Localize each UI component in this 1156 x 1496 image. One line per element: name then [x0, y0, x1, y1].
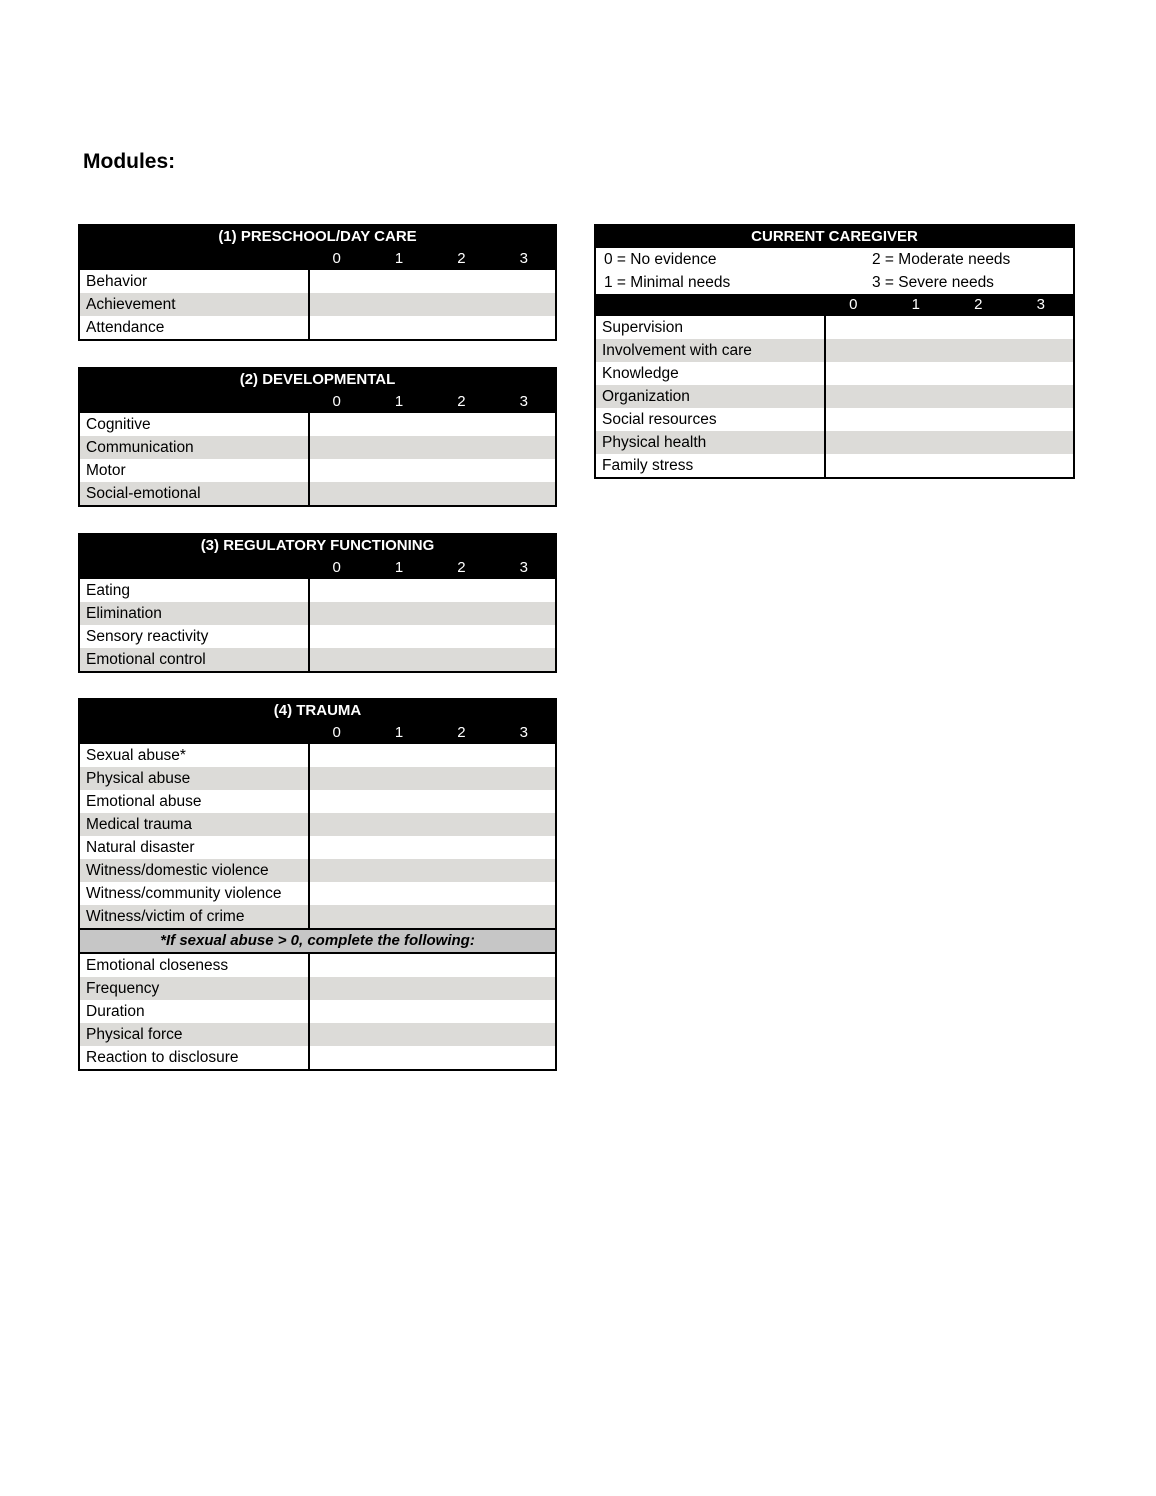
- scale-2: 2: [457, 393, 466, 410]
- rating-scale-header: [80, 722, 555, 744]
- item-label: Reaction to disclosure: [80, 1046, 310, 1069]
- scale-1: 1: [394, 559, 404, 576]
- rating-cell[interactable]: [310, 436, 555, 459]
- rating-cell[interactable]: [310, 767, 555, 790]
- scale-1: 1: [911, 296, 920, 313]
- item-row: [80, 954, 555, 977]
- item-label: Cognitive: [80, 413, 310, 436]
- scale-1: 1: [394, 250, 404, 267]
- item-row: [80, 859, 555, 882]
- item-row: [80, 882, 555, 905]
- scale-0: 0: [332, 724, 341, 741]
- scale-1: 1: [394, 393, 404, 410]
- item-row: [80, 293, 555, 316]
- item-label: Sexual abuse*: [80, 744, 310, 767]
- module-trauma: [78, 698, 557, 1071]
- item-label: Witness/victim of crime: [80, 905, 310, 928]
- item-row: [80, 602, 555, 625]
- scale-0: 0: [332, 559, 341, 576]
- module-header: [80, 226, 555, 270]
- rating-cell[interactable]: [310, 954, 555, 977]
- item-row: [596, 362, 1073, 385]
- item-row: [596, 454, 1073, 477]
- rating-cell[interactable]: [310, 744, 555, 767]
- rating-scale-header: [80, 391, 555, 413]
- module-header: [596, 226, 1073, 248]
- rating-cell[interactable]: [310, 648, 555, 671]
- item-row: [80, 648, 555, 671]
- scale-2: 2: [457, 250, 466, 267]
- item-label: Communication: [80, 436, 310, 459]
- item-label: Emotional abuse: [80, 790, 310, 813]
- item-label: Knowledge: [596, 362, 826, 385]
- item-row: [80, 1000, 555, 1023]
- item-row: [80, 316, 555, 339]
- item-row: [80, 1046, 555, 1069]
- module-header: [80, 535, 555, 579]
- item-label: Sensory reactivity: [80, 625, 310, 648]
- rating-cell[interactable]: [310, 579, 555, 602]
- item-label: Natural disaster: [80, 836, 310, 859]
- rating-cell[interactable]: [310, 1023, 555, 1046]
- rating-cell[interactable]: [826, 431, 1073, 454]
- scale-3: 3: [519, 724, 529, 741]
- item-row: [596, 316, 1073, 339]
- rating-cell[interactable]: [310, 790, 555, 813]
- rating-scale-header: [596, 294, 1073, 316]
- module-current-caregiver: [594, 224, 1075, 479]
- item-row: [596, 431, 1073, 454]
- item-label: Frequency: [80, 977, 310, 1000]
- rating-cell[interactable]: [310, 316, 555, 339]
- item-label: Duration: [80, 1000, 310, 1023]
- rating-cell[interactable]: [310, 602, 555, 625]
- item-label: Involvement with care: [596, 339, 826, 362]
- item-label: Eating: [80, 579, 310, 602]
- scale-2: 2: [457, 559, 466, 576]
- item-row: [80, 977, 555, 1000]
- legend-item: 1 = Minimal needs: [604, 274, 731, 291]
- scale-3: 3: [519, 559, 529, 576]
- item-label: Social-emotional: [80, 482, 310, 505]
- item-label: Motor: [80, 459, 310, 482]
- scale-3: 3: [1036, 296, 1045, 313]
- module-developmental: [78, 367, 557, 507]
- rating-cell[interactable]: [310, 482, 555, 505]
- item-row: [596, 408, 1073, 431]
- rating-cell[interactable]: [826, 408, 1073, 431]
- item-row: [80, 767, 555, 790]
- rating-cell[interactable]: [310, 836, 555, 859]
- rating-legend: [596, 271, 1073, 294]
- module-header: [80, 700, 555, 744]
- item-label: Family stress: [596, 454, 826, 477]
- rating-cell[interactable]: [310, 882, 555, 905]
- rating-cell[interactable]: [310, 413, 555, 436]
- item-row: [80, 813, 555, 836]
- scale-0: 0: [332, 250, 341, 267]
- item-label: Organization: [596, 385, 826, 408]
- legend-item: 0 = No evidence: [604, 251, 717, 268]
- scale-0: 0: [332, 393, 341, 410]
- module-title: (2) DEVELOPMENTAL: [239, 371, 396, 388]
- item-row: [80, 579, 555, 602]
- page-title: Modules:: [83, 150, 176, 173]
- rating-cell[interactable]: [310, 977, 555, 1000]
- item-row: [80, 905, 555, 928]
- item-row: [596, 339, 1073, 362]
- item-label: Social resources: [596, 408, 826, 431]
- module-title: (1) PRESCHOOL/DAY CARE: [218, 228, 417, 245]
- module-header: [80, 369, 555, 413]
- rating-cell[interactable]: [310, 625, 555, 648]
- item-row: [80, 482, 555, 505]
- rating-cell[interactable]: [826, 454, 1073, 477]
- sexual-abuse-note: *If sexual abuse > 0, complete the following:: [80, 928, 555, 954]
- module-preschool: [78, 224, 557, 341]
- rating-cell[interactable]: [310, 270, 555, 293]
- scale-3: 3: [519, 250, 529, 267]
- item-label: Behavior: [80, 270, 310, 293]
- item-label: Physical force: [80, 1023, 310, 1046]
- item-label: Witness/domestic violence: [80, 859, 310, 882]
- item-label: Supervision: [596, 316, 826, 339]
- rating-scale-header: [80, 248, 555, 270]
- rating-cell[interactable]: [826, 385, 1073, 408]
- scale-0: 0: [849, 296, 858, 313]
- item-label: Attendance: [80, 316, 310, 339]
- module-title: (3) REGULATORY FUNCTIONING: [200, 537, 435, 554]
- scale-2: 2: [974, 296, 983, 313]
- legend-item: 3 = Severe needs: [872, 274, 994, 291]
- rating-cell[interactable]: [310, 905, 555, 928]
- rating-cell[interactable]: [310, 459, 555, 482]
- rating-legend: [596, 248, 1073, 271]
- item-label: Emotional closeness: [80, 954, 310, 977]
- rating-cell[interactable]: [310, 293, 555, 316]
- item-label: Physical abuse: [80, 767, 310, 790]
- rating-cell[interactable]: [310, 1046, 555, 1069]
- scale-2: 2: [457, 724, 466, 741]
- module-header: [596, 294, 1073, 316]
- scale-3: 3: [519, 393, 529, 410]
- legend-item: 2 = Moderate needs: [872, 251, 1011, 268]
- item-row: [80, 790, 555, 813]
- item-row: [80, 836, 555, 859]
- item-row: [80, 1023, 555, 1046]
- module-regulatory: [78, 533, 557, 673]
- item-label: Medical trauma: [80, 813, 310, 836]
- item-row: [80, 270, 555, 293]
- item-row: [596, 385, 1073, 408]
- rating-scale-header: [80, 557, 555, 579]
- item-label: Achievement: [80, 293, 310, 316]
- item-row: [80, 625, 555, 648]
- module-title: (4) TRAUMA: [273, 702, 362, 719]
- rating-cell[interactable]: [826, 362, 1073, 385]
- rating-cell[interactable]: [826, 339, 1073, 362]
- scale-1: 1: [394, 724, 404, 741]
- item-label: Elimination: [80, 602, 310, 625]
- item-row: [80, 744, 555, 767]
- item-label: Emotional control: [80, 648, 310, 671]
- rating-cell[interactable]: [826, 316, 1073, 339]
- rating-cell[interactable]: [310, 859, 555, 882]
- item-row: [80, 459, 555, 482]
- module-title: CURRENT CAREGIVER: [751, 228, 918, 245]
- item-row: [80, 413, 555, 436]
- item-label: Physical health: [596, 431, 826, 454]
- rating-cell[interactable]: [310, 1000, 555, 1023]
- item-row: [80, 436, 555, 459]
- item-label: Witness/community violence: [80, 882, 310, 905]
- rating-cell[interactable]: [310, 813, 555, 836]
